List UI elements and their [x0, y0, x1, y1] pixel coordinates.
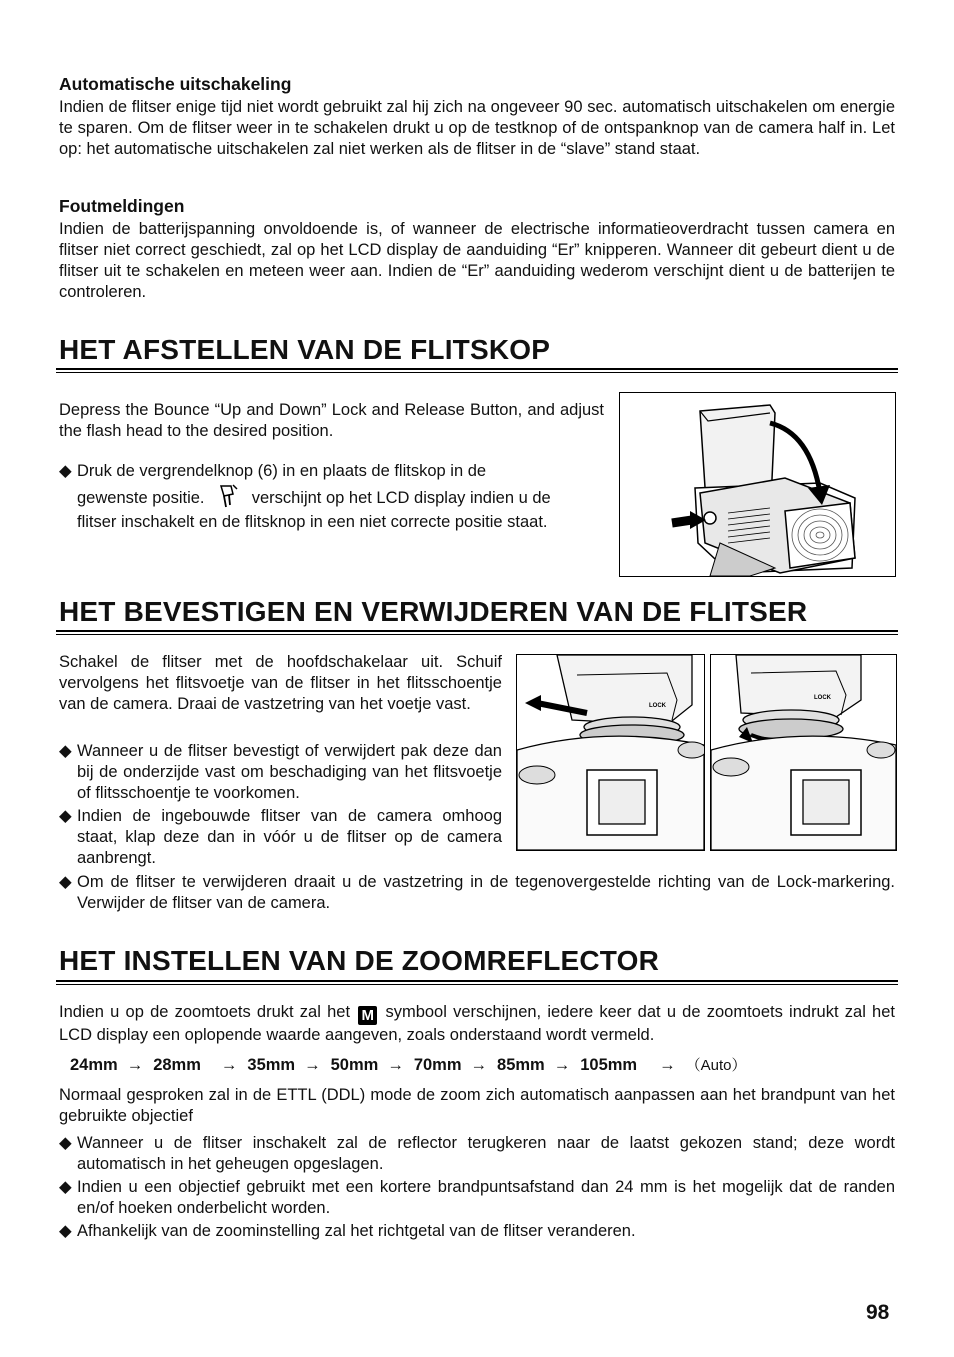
bullet-line: flitser inschakelt en de flitsknop in een niet correcte positie staat. [77, 513, 548, 531]
heading-rule [56, 980, 898, 985]
figure-mount-lock [710, 654, 897, 851]
arrow-right-icon: → [553, 1056, 571, 1074]
diamond-bullet-icon: ◆ [59, 462, 72, 480]
bullet-mount-1 [59, 741, 502, 804]
zoom-step: 105mm [580, 1056, 638, 1074]
bullet-flash-head [59, 459, 609, 534]
diamond-bullet-icon: ◆ [59, 742, 72, 760]
bullet-text: Afhankelijk van de zoominstelling zal het richtgetal van de flitser veranderen. [77, 1222, 636, 1240]
paragraph-flash-head-en: Depress the Bounce “Up and Down” Lock and Release Button, and adjust the flash head to the desired position. [59, 401, 604, 440]
heading-flash-head: HET AFSTELLEN VAN DE FLITSKOP [59, 334, 551, 365]
figure-mount-slide [516, 654, 705, 851]
bullet-text: gewenste positie. [77, 489, 205, 507]
heading-rule [56, 368, 898, 373]
zoom-sequence [70, 1054, 746, 1075]
zoom-intro-text: Indien u op de zoomtoets drukt zal het [59, 1003, 351, 1021]
zoom-step: 35mm [247, 1056, 296, 1074]
arrow-right-icon: → [220, 1056, 238, 1074]
paragraph-errors: Indien de batterijspanning onvoldoende is, of wanneer de electrische informatieoverdracht tussen camera en flitser niet correct geschiedt, zal op het LCD display de aanduiding “Er” knipperen. Wanneer dit gebeurt dient u de flitser uit te schakelen en meteen weer aan. Indien de “Er” aanduiding wederom verschijnt dient u de batterijen te controleren. [59, 220, 895, 301]
zoom-step: 28mm [153, 1056, 201, 1074]
bullet-zoom-2 [59, 1177, 895, 1219]
diamond-bullet-icon: ◆ [59, 807, 72, 825]
arrow-right-icon: → [470, 1056, 488, 1074]
bullet-text: Om de flitser te verwijderen draait u de vastzetring in de tegenovergestelde richting van de Lock-markering. Verwijder de flitser van de camera. [77, 873, 895, 912]
arrow-right-icon: → [126, 1056, 144, 1074]
paragraph-mount: Schakel de flitser met de hoofdschakelaar uit. Schuif vervolgens het flitsvoetje van de flitser in het flitsschoentje van de camera. Draai de vastzetring van het voetje vast. [59, 653, 502, 713]
section-title-errors: Foutmeldingen [59, 196, 185, 216]
paragraph-zoom-intro [59, 1002, 895, 1046]
bullet-zoom-1 [59, 1133, 895, 1175]
bullet-mount-2 [59, 806, 502, 869]
bullet-line: Druk de vergrendelknop (6) in en plaats de flitskop in de [77, 462, 487, 480]
figure-flash-head-tilt [619, 392, 896, 577]
bullet-text: Wanneer u de flitser bevestigt of verwijdert pak deze dan bij de onderzijde vast om beschadiging van het flitsvoetje of flitsschoentje te voorkomen. [77, 742, 502, 802]
zoom-auto: （Auto） [685, 1057, 747, 1074]
flash-head-warning-icon [217, 483, 239, 509]
bullet-text: Indien u een objectief gebruikt met een kortere brandpuntsafstand dan 24 mm is het mogelijk dat de randen en/of hoeken onderbelicht worden. [77, 1178, 895, 1217]
diamond-bullet-icon: ◆ [59, 1222, 72, 1240]
paragraph-auto-off: Indien de flitser enige tijd niet wordt gebruikt zal hij zich na ongeveer 90 sec. automatisch uitschakelen om energie te sparen. Om de flitser weer in te schakelen drukt u op de testknop of de ontspanknop van de camera half in. Let op: het automatische uitschakelen zal niet werken als de flitser in de “slave” stand staat. [59, 98, 895, 158]
heading-mount: HET BEVESTIGEN EN VERWIJDEREN VAN DE FLITSER [59, 596, 808, 627]
bullet-zoom-3 [59, 1221, 895, 1242]
zoom-step: 70mm [413, 1056, 462, 1074]
heading-rule [56, 630, 898, 635]
diamond-bullet-icon: ◆ [59, 1134, 72, 1152]
diamond-bullet-icon: ◆ [59, 1178, 72, 1196]
paragraph-zoom-ettl: Normaal gesproken zal in de ETTL (DDL) mode de zoom zich automatisch aanpassen aan het brandpunt van het gebruikte objectief [59, 1086, 895, 1125]
arrow-right-icon: → [387, 1056, 404, 1074]
zoom-step: 50mm [330, 1056, 379, 1074]
bullet-text: Indien de ingebouwde flitser van de camera omhoog staat, klap deze dan in vóór u de flitser op de camera aanbrengt. [77, 807, 502, 867]
lock-label: LOCK [814, 695, 831, 701]
zoom-step: 85mm [497, 1056, 545, 1074]
section-title-auto-off: Automatische uitschakeling [59, 74, 292, 94]
arrow-right-icon: → [304, 1056, 321, 1074]
m-symbol-icon: M [358, 1006, 377, 1025]
arrow-right-icon: → [659, 1056, 676, 1074]
diamond-bullet-icon: ◆ [59, 873, 72, 891]
bullet-text: Wanneer u de flitser inschakelt zal de reflector terugkeren naar de laatst gekozen stand; deze wordt automatisch in het geheugen opgeslagen. [77, 1134, 895, 1173]
zoom-intro-text: symbool verschijnen, iedere keer dat u de zoomtoets indrukt zal het LCD display een oplopende waarde aangeven, zoals onderstaand wordt vermeld. [59, 1003, 895, 1044]
bullet-text: verschijnt op het LCD display indien u de [251, 489, 551, 507]
lock-label: LOCK [649, 703, 666, 709]
bullet-mount-3 [59, 872, 895, 914]
page-number: 98 [866, 1301, 890, 1324]
heading-zoom: HET INSTELLEN VAN DE ZOOMREFLECTOR [59, 945, 659, 976]
bullet-line [77, 483, 609, 510]
zoom-step: 24mm [70, 1056, 118, 1074]
